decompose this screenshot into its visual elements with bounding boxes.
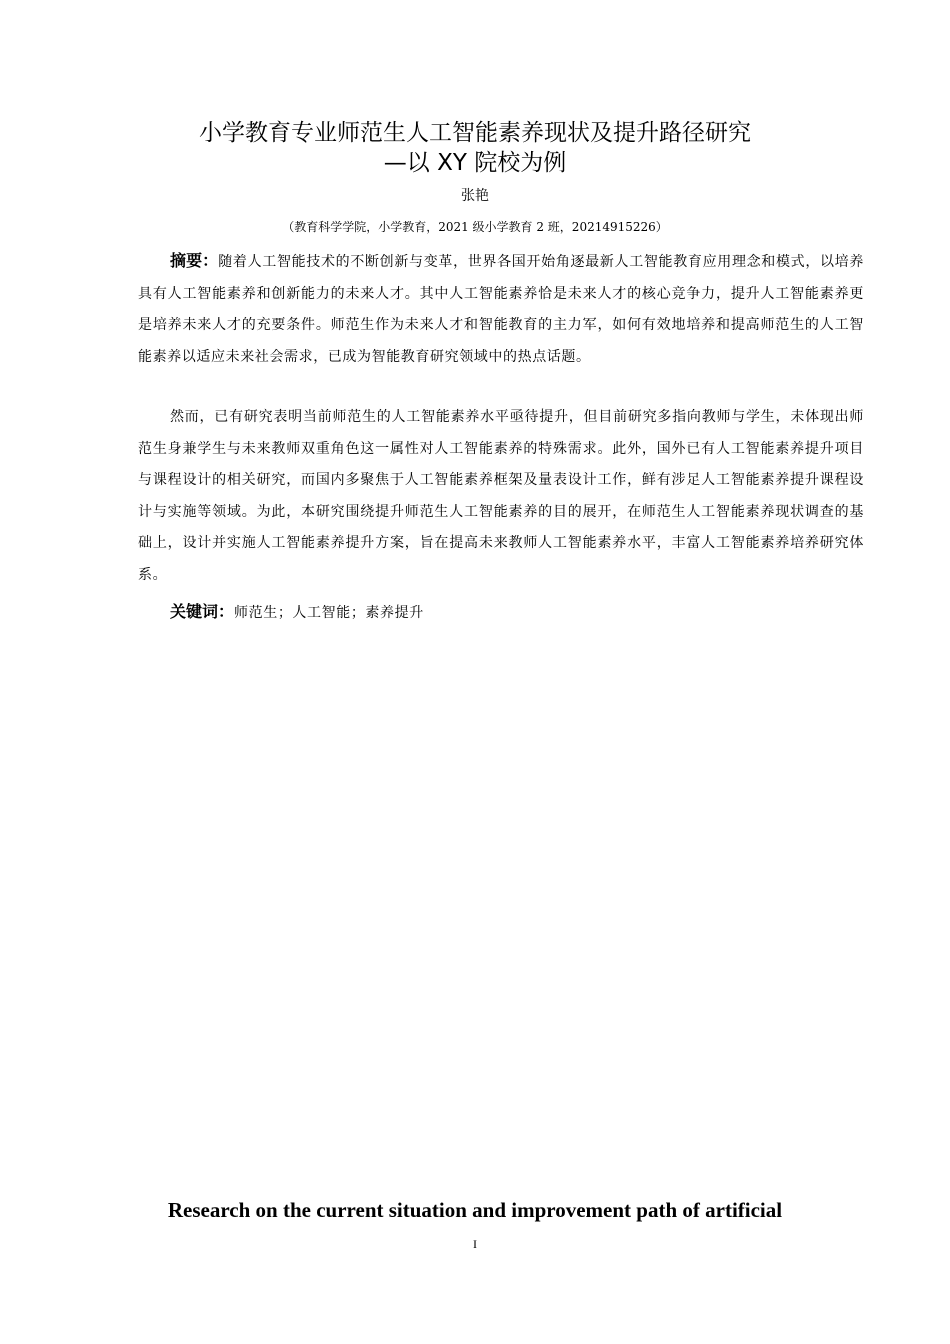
- keywords-line: [138, 596, 864, 630]
- paper-title-line2: —以 XY 院校为例: [383, 150, 567, 176]
- abstract-paragraph-2: 然而，已有研究表明当前师范生的人工智能素养水平亟待提升，但目前研究多指向教师与学生，未体现出师范生身兼学生与未来教师双重角色这一属性对人工智能素养的特殊需求。此外，国外已有人工智能素养提升项目与课程设计的相关研究，而国内多聚焦于人工智能素养框架及量表设计工作，鲜有涉足人工智能素养提升课程设计与实施等领域。为此，本研究围绕提升师范生人工智能素养的目的展开，在师范生人工智能素养现状调查的基础上，设计并实施人工智能素养提升方案，旨在提高未来教师人工智能素养水平，丰富人工智能素养培养研究体系。: [138, 409, 864, 583]
- page-number: I: [473, 1237, 477, 1251]
- abstract-text: 随着人工智能技术的不断创新与变革，世界各国开始角逐最新人工智能教育应用理念和模式，以培养具有人工智能素养和创新能力的未来人才。其中人工智能素养恰是未来人才的核心竞争力，提升人工智能素养更是培养未来人才的充要条件。师范生作为未来人才和智能教育的主力军，如何有效地培养和提高师范生的人工智能素养以适应未来社会需求，已成为智能教育研究领域中的热点话题。: [138, 254, 864, 365]
- keywords-text: 师范生；人工智能；素养提升: [234, 605, 424, 621]
- abstract-label: 摘要: [170, 251, 203, 270]
- keywords-section: [138, 596, 864, 630]
- abstract-section: [138, 245, 864, 373]
- abstract-paragraph-1: [138, 245, 864, 373]
- author-affiliation: （教育科学学院，小学教育，2021 级小学教育 2 班，20214915226）: [282, 220, 668, 234]
- abstract-label-separator: ：: [202, 251, 219, 270]
- author-name: 张艳: [461, 188, 489, 204]
- abstract-section-2: [138, 402, 864, 591]
- english-title: Research on the current situation and improvement path of artificial: [167, 1198, 783, 1222]
- keywords-label: 关键词: [170, 602, 219, 621]
- keywords-label-separator: ：: [218, 602, 235, 621]
- paper-title-line1: 小学教育专业师范生人工智能素养现状及提升路径研究: [199, 120, 751, 146]
